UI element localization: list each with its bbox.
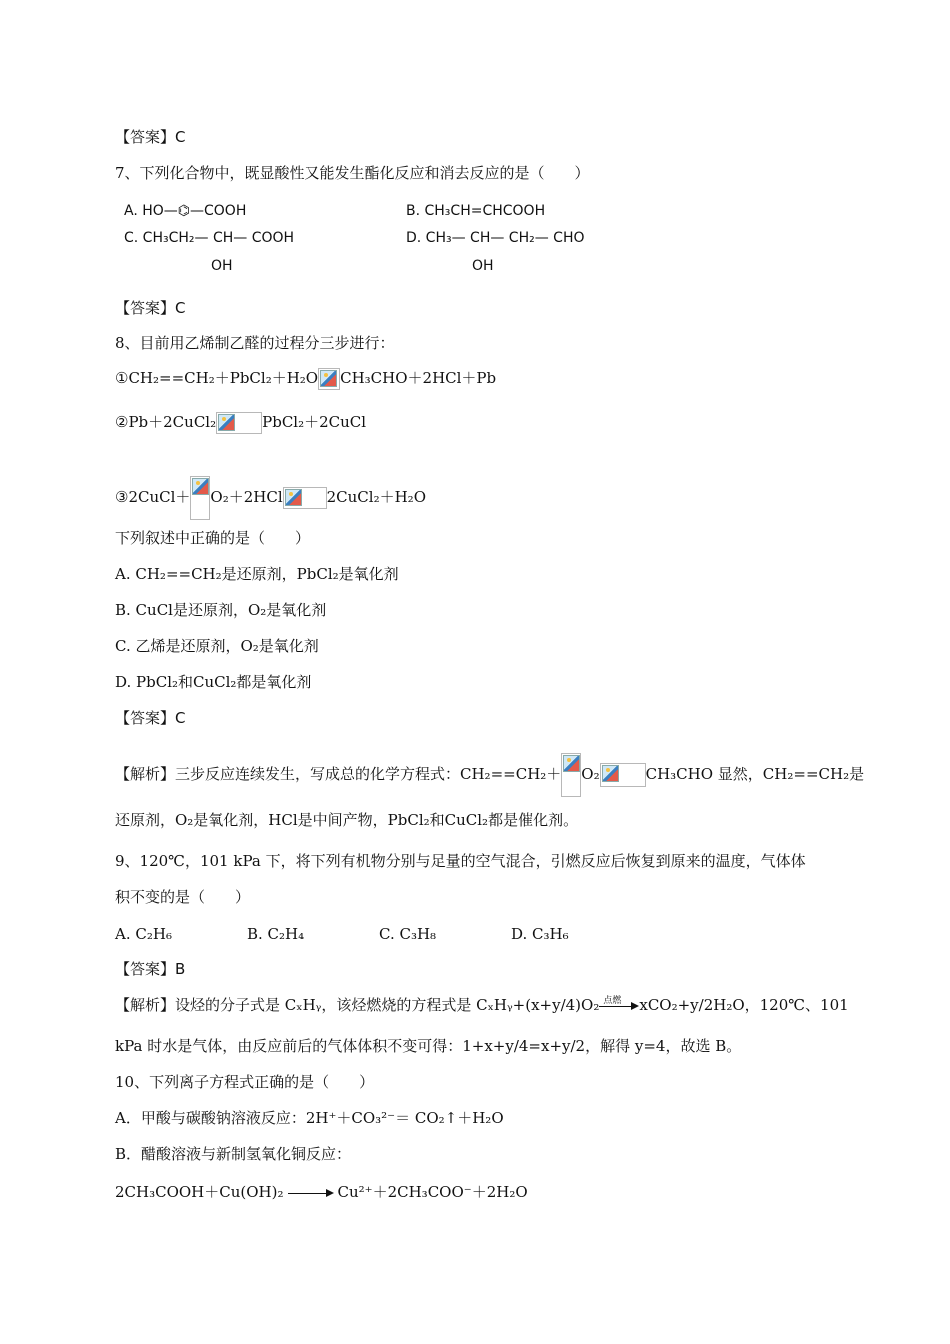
q8-analysis-o2: O₂ bbox=[581, 765, 600, 783]
broken-image-icon bbox=[600, 763, 646, 787]
q10-stem: 10、下列离子方程式正确的是（ ） bbox=[115, 1073, 375, 1091]
broken-image-icon bbox=[190, 476, 210, 520]
q8-eq2-left: ②Pb＋2CuCl₂ bbox=[115, 413, 217, 431]
q8-eq1-left: ①CH₂==CH₂＋PbCl₂＋H₂O bbox=[115, 369, 319, 387]
q8-eq2-right: PbCl₂＋2CuCl bbox=[262, 413, 367, 431]
q8-stem: 8、目前用乙烯制乙醛的过程分三步进行： bbox=[115, 334, 395, 352]
q8-eq3-left: ③2CuCl＋ bbox=[115, 488, 191, 506]
q7-option-b: B. CH₃CH=CHCOOH bbox=[406, 203, 546, 219]
q9-answer: 【答案】B bbox=[115, 960, 186, 978]
q8-option-c: C. 乙烯是还原剂，O₂是氧化剂 bbox=[115, 637, 319, 655]
q8-option-a: A. CH₂==CH₂是还原剂，PbCl₂是氧化剂 bbox=[115, 565, 399, 583]
q9-analysis-line-2: kPa 时水是气体，由反应前后的气体体积不变可得：1+x+y/4=x+y/2，解得 y=4，故选 B。 bbox=[115, 1037, 742, 1055]
q9-analysis-text: 【解析】设烃的分子式是 CₓHᵧ，该烃燃烧的方程式是 CₓHᵧ+(x+y/4)O₂ bbox=[115, 996, 600, 1014]
broken-image-icon bbox=[216, 412, 262, 434]
q8-question: 下列叙述中正确的是（ ） bbox=[115, 529, 311, 547]
q8-option-b: B. CuCl是还原剂，O₂是氧化剂 bbox=[115, 601, 327, 619]
q9-analysis-text-end: xCO₂+y/2H₂O，120℃、101 bbox=[639, 996, 849, 1014]
broken-image-icon bbox=[318, 368, 340, 390]
q7-option-d: D. CH₃— CH— CH₂— CHO bbox=[406, 230, 585, 246]
q9-options bbox=[115, 924, 569, 944]
q8-eq3-right: 2CuCl₂＋H₂O bbox=[326, 488, 426, 506]
q7-answer: 【答案】C bbox=[115, 299, 186, 317]
q8-answer: 【答案】C bbox=[115, 709, 186, 727]
q8-analysis-end: CH₃CHO 显然，CH₂==CH₂是 bbox=[645, 765, 865, 783]
q8-eq1-right: CH₃CHO＋2HCl＋Pb bbox=[340, 369, 497, 387]
q7-option-d-oh: OH bbox=[472, 258, 494, 274]
q10-option-a: A．甲酸与碳酸钠溶液反应：2H⁺＋CO₃²⁻＝ CO₂↑＋H₂O bbox=[115, 1109, 504, 1127]
q8-analysis-line-1 bbox=[115, 753, 864, 797]
q9-option-c: C. C₃H₈ bbox=[379, 925, 437, 943]
q8-option-d: D. PbCl₂和CuCl₂都是氧化剂 bbox=[115, 673, 312, 691]
q8-eq3-mid: O₂＋2HCl bbox=[210, 488, 283, 506]
q7-stem: 7、下列化合物中，既显酸性又能发生酯化反应和消去反应的是（ ） bbox=[115, 164, 590, 182]
q9-stem-line-1: 9、120℃，101 kPa 下，将下列有机物分别与足量的空气混合，引燃反应后恢复到原来的温度，气体体 bbox=[115, 852, 806, 870]
q10-eq-left: 2CH₃COOH＋Cu(OH)₂ bbox=[115, 1183, 284, 1201]
q10-option-b: B．醋酸溶液与新制氢氧化铜反应： bbox=[115, 1145, 352, 1163]
q9-option-b: B. C₂H₄ bbox=[247, 925, 305, 943]
q9-stem-line-2: 积不变的是（ ） bbox=[115, 888, 251, 906]
q8-equation-3 bbox=[115, 476, 426, 520]
q9-analysis-line-1 bbox=[115, 995, 849, 1015]
q8-equation-1 bbox=[115, 368, 496, 390]
reaction-arrow-icon bbox=[288, 1186, 334, 1200]
q10-eq-right: Cu²⁺＋2CH₃COO⁻＋2H₂O bbox=[337, 1183, 528, 1201]
q8-analysis-text: 【解析】三步反应连续发生，写成总的化学方程式：CH₂==CH₂＋ bbox=[115, 765, 562, 783]
q10-option-b-equation bbox=[115, 1182, 528, 1202]
q8-equation-2 bbox=[115, 412, 366, 434]
q7-option-c: C. CH₃CH₂— CH— COOH bbox=[124, 230, 295, 246]
broken-image-icon bbox=[283, 487, 327, 509]
broken-image-icon bbox=[561, 753, 581, 797]
q9-option-a: A. C₂H₆ bbox=[115, 925, 172, 943]
q7-option-a: A. HO—⌬—COOH bbox=[124, 203, 247, 219]
q9-option-d: D. C₃H₆ bbox=[511, 925, 569, 943]
reaction-arrow-icon bbox=[599, 996, 639, 1013]
q8-analysis-line-2: 还原剂，O₂是氧化剂，HCl是中间产物，PbCl₂和CuCl₂都是催化剂。 bbox=[115, 811, 579, 829]
ignition-label: 点燃 bbox=[603, 996, 622, 1006]
q7-option-c-oh: OH bbox=[211, 258, 233, 274]
q6-answer: 【答案】C bbox=[115, 128, 186, 146]
